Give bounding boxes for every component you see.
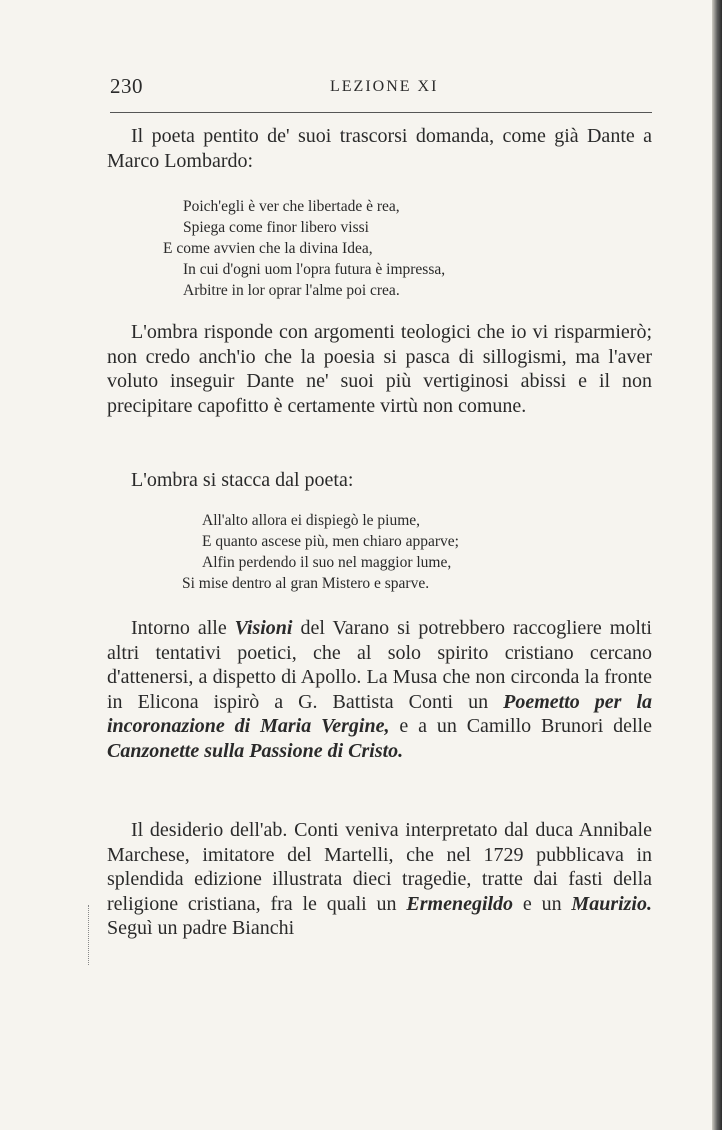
verse-line: Poich'egli è ver che libertade è rea, xyxy=(183,198,400,215)
running-title: LEZIONE XI xyxy=(330,78,439,95)
work-title-visioni: Visioni xyxy=(234,617,293,639)
verse-quote-2 xyxy=(182,510,459,594)
page-edge-shadow xyxy=(712,0,722,1130)
paragraph-3-text: L'ombra si stacca dal poeta: xyxy=(131,469,354,491)
paragraph-4-text: Intorno alle xyxy=(131,617,235,639)
paragraph-2 xyxy=(107,320,652,418)
paragraph-1-text: Il poeta pentito de' suoi trascorsi domanda, come già Dante a Marco Lombardo: xyxy=(107,125,652,172)
work-title-ermenegildo: Ermenegildo xyxy=(406,892,514,915)
margin-mark xyxy=(88,905,93,965)
page-number: 230 xyxy=(110,74,143,98)
paragraph-4-text: del Varano si potrebbero raccogliere molti altri tentativi poetici, che al solo spirito cristiano cercano d'attenersi, a dispetto di Apollo. La Musa che non circonda la fronte in Elicona ispirò a G. Battista Conti un xyxy=(107,617,652,713)
paragraph-5-text: Seguì un padre Bianchi xyxy=(107,917,295,939)
paragraph-1 xyxy=(107,124,652,173)
paragraph-4 xyxy=(107,616,652,763)
paragraph-2-text: L'ombra risponde con argomenti teologici che io vi risparmierò; non credo anch'io che la poesia si pasca di sillogismi, ma l'aver voluto inseguir Dante ne' suoi più vertiginosi abissi e il non precipitare capofitto è certamente virtù non comune. xyxy=(107,321,652,417)
verse-quote-1 xyxy=(163,196,445,301)
paragraph-3 xyxy=(107,468,652,493)
verse-line: Si mise dentro al gran Mistero e sparve. xyxy=(182,575,430,592)
page-header xyxy=(110,74,652,102)
verse-line: Spiega come finor libero vissi xyxy=(183,219,369,236)
work-title-poemetto: Poemetto per la incoronazione di Maria Vergine, xyxy=(107,690,652,737)
paragraph-4-text: e a un Camillo Brunori delle xyxy=(389,715,652,737)
verse-line: Alfin perdendo il suo nel maggior lume, xyxy=(202,554,452,571)
header-rule xyxy=(110,112,652,113)
work-title-maurizio: Maurizio. xyxy=(571,892,652,915)
paragraph-5 xyxy=(107,818,652,941)
verse-line: E quanto ascese più, men chiaro apparve; xyxy=(202,533,459,550)
verse-line: In cui d'ogni uom l'opra futura è impressa, xyxy=(183,261,446,278)
paragraph-5-text: Il desiderio dell'ab. Conti veniva interpretato dal duca Annibale Marchese, imitatore del Martelli, che nel 1729 pubblicava in splendida edizione illustrata dieci tragedie, tratte dai fasti della religione cristiana, fra le quali un xyxy=(107,819,652,915)
work-title-canzonette: Canzonette sulla Passione di Cristo. xyxy=(107,739,404,762)
verse-line: Arbitre in lor oprar l'alme poi crea. xyxy=(183,282,400,299)
paragraph-5-text: e un xyxy=(513,892,572,915)
verse-line: E come avvien che la divina Idea, xyxy=(163,240,373,257)
verse-line: All'alto allora ei dispiegò le piume, xyxy=(202,512,421,529)
